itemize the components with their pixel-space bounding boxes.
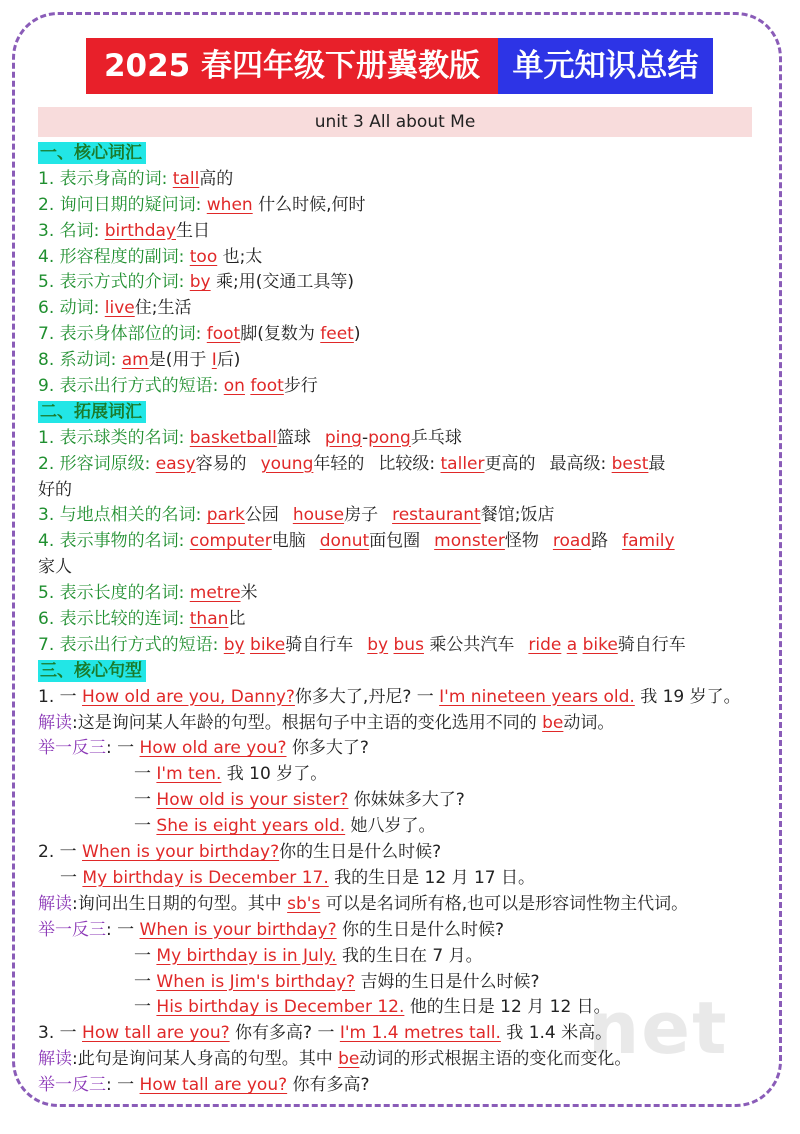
- item-text: 也;太: [217, 246, 263, 267]
- practice-line: [38, 918, 758, 944]
- item-text: 乒乓球: [410, 427, 462, 448]
- item-label: 6. 动词:: [38, 298, 105, 319]
- item-text: 篮球: [276, 427, 311, 448]
- answer-text: road: [552, 531, 592, 552]
- vocab-item: [38, 426, 758, 452]
- item-label: 3. 与地点相关的名词:: [38, 505, 207, 526]
- answer-text: bike: [582, 634, 618, 655]
- item-label: 2. 形容词原级:: [38, 453, 156, 474]
- item-text: 容易的: [195, 453, 247, 474]
- practice-line: [38, 944, 758, 970]
- item-text: 一: [134, 997, 157, 1018]
- sentence-item: [38, 1021, 758, 1047]
- vocab-item: [38, 296, 758, 322]
- item-label: 5. 表示长度的名词:: [38, 583, 190, 604]
- watermark: net: [588, 986, 729, 1070]
- answer-text: on: [223, 376, 245, 397]
- sentence-item: [38, 866, 758, 892]
- item-label: 1. 表示身高的词:: [38, 168, 173, 189]
- item-text: 我的生日是 12 月 17 日。: [328, 867, 536, 888]
- content: [38, 141, 758, 1099]
- answer-text: be: [338, 1049, 360, 1070]
- item-text: 你有多高? 一: [229, 1023, 340, 1044]
- answer-text: She is eight years old.: [156, 816, 346, 837]
- page-title: [86, 38, 713, 94]
- item-text: 米: [240, 583, 258, 604]
- practice-line: [38, 970, 758, 996]
- answer-text: When is your birthday?: [82, 842, 280, 863]
- answer-text: When is your birthday?: [139, 919, 337, 940]
- item-label: 2. 询问日期的疑问词:: [38, 194, 207, 215]
- answer-text: How old is your sister?: [156, 790, 349, 811]
- item-label: 6. 表示比较的连词:: [38, 609, 190, 630]
- item-text: 一: [134, 790, 157, 811]
- item-text: 你多大了,丹尼? 一: [294, 686, 440, 707]
- vocab-item: [38, 633, 758, 659]
- item-text: 房子: [344, 505, 379, 526]
- item-text: 我 19 岁了。: [634, 686, 741, 707]
- answer-text: taller: [440, 453, 485, 474]
- answer-text: bike: [250, 634, 286, 655]
- item-text: 最: [648, 453, 666, 474]
- answer-text: I'm nineteen years old.: [439, 686, 635, 707]
- item-label: 5. 表示方式的介词:: [38, 272, 190, 293]
- answer-text: I'm 1.4 metres tall.: [339, 1023, 501, 1044]
- title-part-red: 2025 春四年级下册冀教版: [86, 38, 498, 94]
- item-text: :此句是询问某人身高的句型。其中: [72, 1049, 339, 1070]
- practice-line: [38, 1073, 758, 1099]
- item-text: 电脑: [271, 531, 306, 552]
- item-text: 生日: [175, 220, 210, 241]
- answer-text: tall: [172, 168, 200, 189]
- item-text: :询问出生日期的句型。其中: [72, 893, 288, 914]
- answer-text: feet: [320, 324, 354, 345]
- item-label: 8. 系动词:: [38, 350, 122, 371]
- answer-text: sb's: [287, 893, 321, 914]
- answer-text: bus: [393, 634, 424, 655]
- item-text: 是(用于: [148, 350, 212, 371]
- item-text: 高的: [199, 168, 234, 189]
- unit-banner: unit 3 All about Me: [38, 107, 752, 137]
- answer-text: young: [260, 453, 314, 474]
- answer-text: too: [189, 246, 218, 267]
- practice-line: [38, 736, 758, 762]
- item-text: 一: [134, 945, 157, 966]
- item-text: 路: [591, 531, 609, 552]
- answer-text: live: [104, 298, 135, 319]
- explanation: [38, 711, 758, 737]
- item-text: ): [353, 324, 361, 345]
- title-part-blue: 单元知识总结: [498, 38, 713, 94]
- answer-text: My birthday is December 17.: [82, 867, 329, 888]
- item-text: 你多大了?: [286, 738, 369, 759]
- item-text: : 一: [106, 1075, 140, 1096]
- answer-text: by: [223, 634, 245, 655]
- item-text: 好的: [38, 479, 72, 500]
- answer-text: than: [189, 609, 229, 630]
- item-text: 2. 一: [38, 842, 83, 863]
- answer-text: I: [211, 350, 217, 371]
- answer-text: best: [611, 453, 649, 474]
- answer-text: metre: [189, 583, 241, 604]
- answer-text: by: [189, 272, 211, 293]
- explanation: [38, 892, 758, 918]
- item-text: : 一: [106, 919, 140, 940]
- item-text: 最高级:: [549, 453, 612, 474]
- item-text: 乘;用(交通工具等): [210, 272, 355, 293]
- item-text: 更高的: [484, 453, 536, 474]
- item-text: 家人: [38, 557, 72, 578]
- item-text: 比: [228, 609, 246, 630]
- vocab-item: [38, 167, 758, 193]
- item-text: 她八岁了。: [345, 816, 436, 837]
- item-text: 动词的形式根据主语的变化而变化。: [359, 1049, 632, 1070]
- item-text: 一: [134, 764, 157, 785]
- item-text: 可以是名词所有格,也可以是形容词性物主代词。: [320, 893, 689, 914]
- answer-text: when: [206, 194, 253, 215]
- tag-label: 举一反三: [38, 738, 106, 759]
- item-text: 一、核心词汇: [38, 142, 146, 164]
- item-text: 一: [134, 971, 157, 992]
- answer-text: When is Jim's birthday?: [156, 971, 356, 992]
- vocab-item-continued: [38, 478, 758, 504]
- answer-text: How old are you, Danny?: [82, 686, 295, 707]
- answer-text: donut: [319, 531, 370, 552]
- answer-text: foot: [250, 376, 284, 397]
- tag-label: 解读: [38, 712, 72, 733]
- answer-text: How tall are you?: [82, 1023, 230, 1044]
- item-text: 面包圈: [369, 531, 421, 552]
- answer-text: am: [121, 350, 149, 371]
- answer-text: a: [566, 634, 578, 655]
- item-text: 1. 一: [38, 686, 83, 707]
- vocab-item: [38, 193, 758, 219]
- sentence-item: [38, 685, 758, 711]
- vocab-item: [38, 529, 758, 555]
- item-text: 你妹妹多大了?: [348, 790, 465, 811]
- item-text: 你有多高?: [287, 1075, 370, 1096]
- vocab-item: [38, 581, 758, 607]
- item-text: -: [361, 427, 369, 448]
- answer-text: How tall are you?: [139, 1075, 288, 1096]
- answer-text: computer: [189, 531, 272, 552]
- item-text: 乘公共汽车: [423, 634, 515, 655]
- answer-text: ride: [528, 634, 562, 655]
- vocab-item: [38, 374, 758, 400]
- item-text: 你的生日是什么时候?: [279, 842, 442, 863]
- item-label: 7. 表示出行方式的短语:: [38, 634, 224, 655]
- answer-text: ping: [324, 427, 362, 448]
- item-label: 4. 形容程度的副词:: [38, 246, 190, 267]
- item-text: 年轻的: [313, 453, 365, 474]
- practice-line: [38, 995, 758, 1021]
- sentence-item: [38, 840, 758, 866]
- item-label: 4. 表示事物的名词:: [38, 531, 190, 552]
- answer-text: by: [367, 634, 389, 655]
- item-text: 脚(复数为: [240, 324, 321, 345]
- item-text: 怪物: [504, 531, 539, 552]
- item-text: 你的生日是什么时候?: [336, 919, 505, 940]
- vocab-item: [38, 245, 758, 271]
- item-text: 骑自行车: [285, 634, 354, 655]
- item-text: 骑自行车: [617, 634, 686, 655]
- item-label: 3. 名词:: [38, 220, 105, 241]
- answer-text: family: [622, 531, 675, 552]
- vocab-item: [38, 270, 758, 296]
- vocab-item: [38, 607, 758, 633]
- section-header-core-sentences: [38, 659, 758, 685]
- section-header-extended-vocab: [38, 400, 758, 426]
- answer-text: be: [542, 712, 564, 733]
- item-text: 公园: [244, 505, 279, 526]
- practice-line: [38, 762, 758, 788]
- answer-text: I'm ten.: [156, 764, 222, 785]
- answer-text: His birthday is December 12.: [156, 997, 405, 1018]
- item-text: 三、核心句型: [38, 660, 146, 682]
- item-text: 后): [216, 350, 241, 371]
- answer-text: easy: [155, 453, 196, 474]
- answer-text: monster: [434, 531, 505, 552]
- item-text: 比较级:: [378, 453, 441, 474]
- vocab-item: [38, 452, 758, 478]
- item-text: 吉姆的生日是什么时候?: [355, 971, 540, 992]
- tag-label: 举一反三: [38, 919, 106, 940]
- item-text: 步行: [283, 376, 318, 397]
- item-text: 我的生日在 7 月。: [336, 945, 483, 966]
- item-text: 我 10 岁了。: [221, 764, 328, 785]
- practice-line: [38, 814, 758, 840]
- item-text: 一: [134, 816, 157, 837]
- answer-text: How old are you?: [139, 738, 287, 759]
- tag-label: 解读: [38, 1049, 72, 1070]
- item-label: 9. 表示出行方式的短语:: [38, 376, 224, 397]
- item-text: 住;生活: [134, 298, 192, 319]
- item-text: : 一: [106, 738, 140, 759]
- vocab-item: [38, 503, 758, 529]
- vocab-item: [38, 348, 758, 374]
- item-text: 一: [60, 867, 83, 888]
- section-header-core-vocab: [38, 141, 758, 167]
- item-text: 我 1.4 米高。: [500, 1023, 613, 1044]
- explanation: [38, 1047, 758, 1073]
- item-text: 二、拓展词汇: [38, 401, 146, 423]
- vocab-item: [38, 219, 758, 245]
- item-text: 动词。: [563, 712, 615, 733]
- vocab-item: [38, 322, 758, 348]
- vocab-item-continued: [38, 555, 758, 581]
- item-text: 他的生日是 12 月 12 日。: [404, 997, 611, 1018]
- item-text: 3. 一: [38, 1023, 83, 1044]
- answer-text: foot: [206, 324, 241, 345]
- answer-text: park: [206, 505, 245, 526]
- answer-text: house: [292, 505, 345, 526]
- item-label: 7. 表示身体部位的词:: [38, 324, 207, 345]
- answer-text: My birthday is in July.: [156, 945, 337, 966]
- item-label: 1. 表示球类的名词:: [38, 427, 190, 448]
- practice-line: [38, 788, 758, 814]
- tag-label: 举一反三: [38, 1075, 106, 1096]
- item-text: :这是询问某人年龄的句型。根据句子中主语的变化选用不同的: [72, 712, 543, 733]
- tag-label: 解读: [38, 893, 72, 914]
- answer-text: restaurant: [392, 505, 481, 526]
- item-text: 什么时候,何时: [252, 194, 366, 215]
- answer-text: pong: [368, 427, 411, 448]
- answer-text: basketball: [189, 427, 277, 448]
- item-text: 餐馆;饭店: [480, 505, 555, 526]
- answer-text: birthday: [104, 220, 176, 241]
